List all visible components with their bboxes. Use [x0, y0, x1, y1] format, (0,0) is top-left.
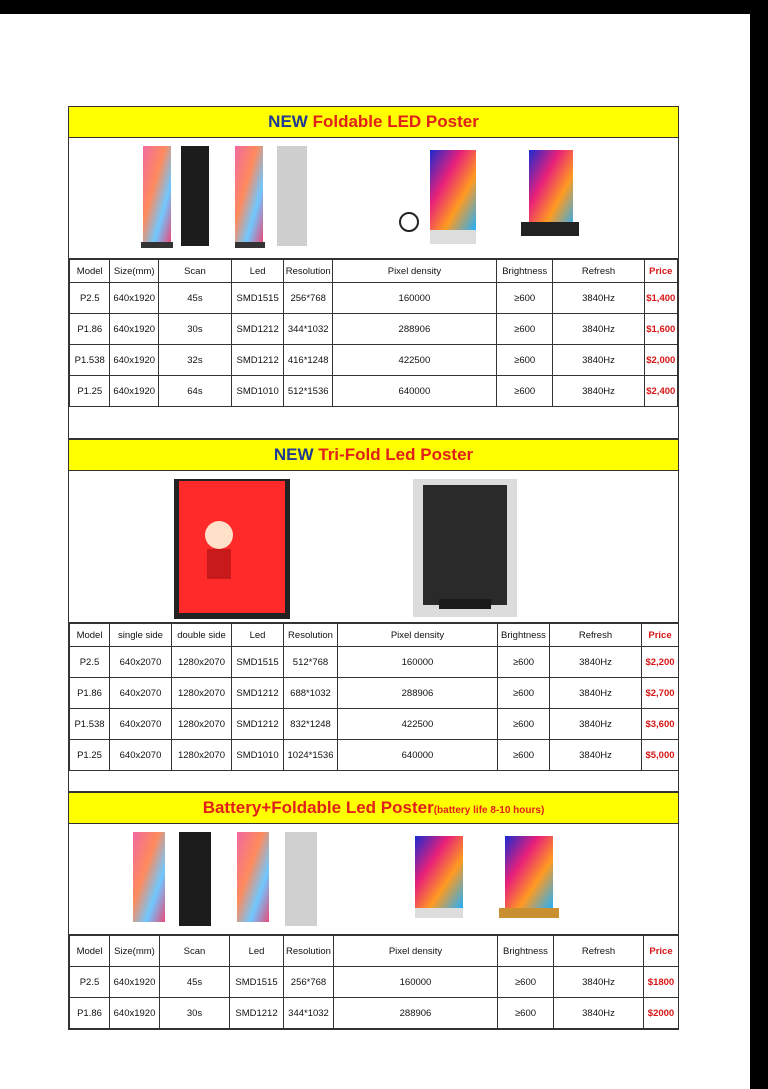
table-row	[70, 314, 678, 345]
cell: P2.5	[70, 283, 110, 314]
table-row	[70, 709, 679, 740]
header-led: Led	[230, 936, 284, 967]
price-cell: $2000	[644, 998, 679, 1029]
table-row	[70, 967, 679, 998]
cell: 1280x2070	[172, 740, 232, 771]
cell: 1280x2070	[172, 678, 232, 709]
cell: 3840Hz	[554, 998, 644, 1029]
header-price: Price	[642, 624, 679, 647]
cell: P1.86	[70, 678, 110, 709]
table-row	[70, 740, 679, 771]
table-row	[70, 283, 678, 314]
cell: P1.86	[70, 998, 110, 1029]
header-resolution: Resolution	[284, 936, 334, 967]
header-double-side: double side	[172, 624, 232, 647]
cell: 45s	[160, 967, 230, 998]
top-border	[0, 0, 768, 14]
poster-side	[529, 150, 573, 230]
cell: 32s	[159, 345, 232, 376]
cell: P1.25	[70, 740, 110, 771]
cell: 3840Hz	[553, 376, 644, 407]
cell: SMD1515	[232, 647, 284, 678]
cell: 1024*1536	[284, 740, 338, 771]
cell: ≥600	[498, 740, 550, 771]
cell: ≥600	[498, 647, 550, 678]
title-note: (battery life 8-10 hours)	[433, 805, 545, 816]
spacer-row	[69, 771, 678, 792]
cell: 3840Hz	[554, 967, 644, 998]
cell: 3840Hz	[550, 647, 642, 678]
title-prefix: NEW	[273, 445, 314, 464]
spec-table	[69, 259, 678, 407]
header-single-side: single side	[110, 624, 172, 647]
price-cell: $1800	[644, 967, 679, 998]
cell: ≥600	[498, 998, 554, 1029]
cell: 416*1248	[284, 345, 333, 376]
cell: 640000	[338, 740, 498, 771]
cell: 344*1032	[284, 998, 334, 1029]
header-refresh: Refresh	[553, 260, 644, 283]
battery-poster-side	[505, 836, 553, 908]
section-title	[69, 440, 678, 471]
section-battery	[68, 793, 679, 1030]
trifold-front-screen	[179, 481, 285, 613]
poster-silver-back	[277, 146, 307, 246]
cell: P1.86	[70, 314, 110, 345]
header-refresh: Refresh	[550, 624, 642, 647]
poster-angled	[235, 146, 263, 242]
cell: 640x2070	[110, 647, 172, 678]
table-header	[70, 260, 678, 283]
header-model: Model	[70, 936, 110, 967]
cell: 160000	[334, 967, 498, 998]
product-photos	[69, 471, 678, 622]
cell: 256*768	[284, 967, 334, 998]
right-border	[750, 0, 768, 1089]
title-prefix: NEW	[268, 112, 308, 131]
cell: SMD1515	[230, 967, 284, 998]
price-cell: $2,400	[644, 376, 677, 407]
product-images	[69, 138, 678, 259]
cell: 30s	[160, 998, 230, 1029]
poster-back	[181, 146, 209, 246]
header-brightness: Brightness	[496, 260, 553, 283]
product-photos	[69, 138, 678, 258]
battery-poster-front-2	[415, 836, 463, 908]
cell: 256*768	[284, 283, 333, 314]
header-model: Model	[70, 624, 110, 647]
table-row	[70, 345, 678, 376]
cell: SMD1212	[232, 709, 284, 740]
table-header	[70, 624, 679, 647]
header-scan: Scan	[159, 260, 232, 283]
product-images	[69, 824, 678, 935]
header-size: Size(mm)	[110, 260, 159, 283]
cell: 640x1920	[110, 998, 160, 1029]
table-header	[70, 936, 679, 967]
cell: ≥600	[498, 709, 550, 740]
spec-table	[69, 935, 679, 1029]
header-model: Model	[70, 260, 110, 283]
poster-cabled	[430, 150, 476, 230]
cell: P2.5	[70, 647, 110, 678]
cell: 512*1536	[284, 376, 333, 407]
header-pixel-density: Pixel density	[334, 936, 498, 967]
cell: 640000	[332, 376, 496, 407]
section-trifold	[68, 440, 679, 793]
header-brightness: Brightness	[498, 624, 550, 647]
cell: 640x1920	[110, 283, 159, 314]
header-brightness: Brightness	[498, 936, 554, 967]
title-main: Battery+Foldable Led Poster	[202, 798, 434, 817]
cell: 1280x2070	[172, 709, 232, 740]
cell: 3840Hz	[553, 314, 644, 345]
cell: P1.538	[70, 345, 110, 376]
title-main: Tri-Fold Led Poster	[318, 445, 474, 464]
cell: SMD1212	[232, 678, 284, 709]
header-resolution: Resolution	[284, 260, 333, 283]
cell: 45s	[159, 283, 232, 314]
cell: 3840Hz	[550, 678, 642, 709]
header-led: Led	[232, 624, 284, 647]
cell: ≥600	[496, 376, 553, 407]
cell: SMD1212	[230, 998, 284, 1029]
spacer-row	[69, 407, 678, 439]
cell: 288906	[338, 678, 498, 709]
cell: ≥600	[496, 345, 553, 376]
cell: 344*1032	[284, 314, 333, 345]
cell: 288906	[334, 998, 498, 1029]
cell: 640x2070	[110, 709, 172, 740]
price-sheet	[68, 106, 679, 1030]
cell: 30s	[159, 314, 232, 345]
cell: 288906	[332, 314, 496, 345]
battery-poster-back	[179, 832, 211, 926]
price-cell: $3,600	[642, 709, 679, 740]
cell: SMD1010	[232, 740, 284, 771]
cell: ≥600	[496, 314, 553, 345]
spec-table	[69, 623, 679, 771]
cell: 422500	[332, 345, 496, 376]
cell: 3840Hz	[550, 740, 642, 771]
table-row	[70, 647, 679, 678]
trifold-back-panels	[423, 485, 507, 605]
cell: 640x1920	[110, 967, 160, 998]
title-main: Foldable LED Poster	[312, 112, 479, 131]
header-pixel-density: Pixel density	[332, 260, 496, 283]
cell: P1.25	[70, 376, 110, 407]
product-images	[69, 471, 678, 623]
header-scan: Scan	[160, 936, 230, 967]
header-price: Price	[644, 936, 679, 967]
price-cell: $2,700	[642, 678, 679, 709]
cell: 160000	[338, 647, 498, 678]
cell: 160000	[332, 283, 496, 314]
cell: 1280x2070	[172, 647, 232, 678]
cell: SMD1515	[231, 283, 284, 314]
header-refresh: Refresh	[554, 936, 644, 967]
cell: 3840Hz	[550, 709, 642, 740]
header-price: Price	[644, 260, 677, 283]
price-cell: $2,200	[642, 647, 679, 678]
cell: 640x1920	[110, 314, 159, 345]
cell: 3840Hz	[553, 345, 644, 376]
product-photos	[69, 824, 678, 934]
price-cell: $1,400	[644, 283, 677, 314]
cell: ≥600	[496, 283, 553, 314]
header-pixel-density: Pixel density	[338, 624, 498, 647]
table-row	[70, 678, 679, 709]
cell: 688*1032	[284, 678, 338, 709]
table-row	[70, 998, 679, 1029]
cell: 832*1248	[284, 709, 338, 740]
poster-front	[143, 146, 171, 242]
header-size: Size(mm)	[110, 936, 160, 967]
cell: 640x2070	[110, 740, 172, 771]
cell: 512*768	[284, 647, 338, 678]
header-led: Led	[231, 260, 284, 283]
price-cell: $5,000	[642, 740, 679, 771]
cell: 640x1920	[110, 376, 159, 407]
cell: ≥600	[498, 678, 550, 709]
section-foldable	[68, 106, 679, 440]
cell: 3840Hz	[553, 283, 644, 314]
battery-poster-angled	[237, 832, 269, 922]
cell: ≥600	[498, 967, 554, 998]
price-cell: $1,600	[644, 314, 677, 345]
cell: P2.5	[70, 967, 110, 998]
cell: 64s	[159, 376, 232, 407]
cell: 422500	[338, 709, 498, 740]
cell: SMD1212	[231, 314, 284, 345]
battery-poster-front	[133, 832, 165, 922]
table-row	[70, 376, 678, 407]
section-title	[69, 107, 678, 138]
cell: 640x1920	[110, 345, 159, 376]
header-resolution: Resolution	[284, 624, 338, 647]
cell: SMD1212	[231, 345, 284, 376]
battery-poster-silver	[285, 832, 317, 926]
cell: P1.538	[70, 709, 110, 740]
cell: 640x2070	[110, 678, 172, 709]
price-cell: $2,000	[644, 345, 677, 376]
section-title	[69, 793, 678, 824]
cell: SMD1010	[231, 376, 284, 407]
